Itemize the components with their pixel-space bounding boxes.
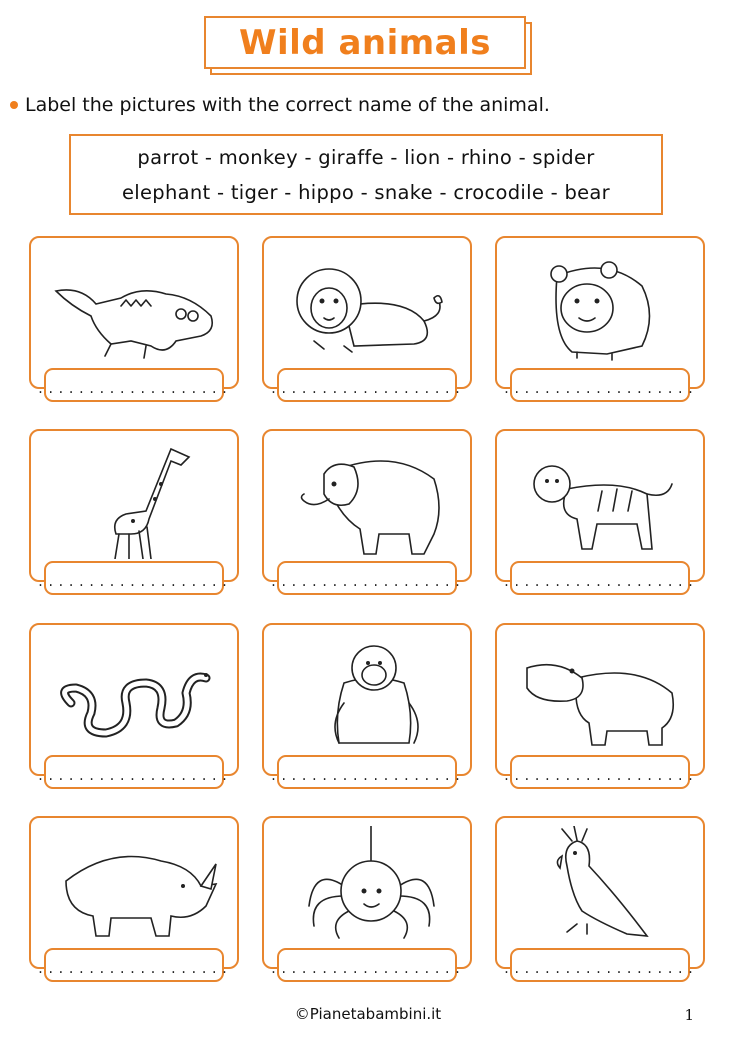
card-spider [262, 816, 472, 976]
monkey-icon [284, 633, 454, 753]
answer-box[interactable] [502, 561, 698, 595]
answer-box[interactable] [36, 755, 232, 789]
answer-box[interactable] [36, 948, 232, 982]
answer-box[interactable] [502, 368, 698, 402]
card-giraffe [29, 429, 239, 589]
instruction-text: Label the pictures with the correct name of the animal. [25, 94, 550, 116]
giraffe-icon [51, 439, 221, 559]
card-hippo [495, 623, 705, 783]
answer-dots: ................... [502, 962, 698, 976]
answer-dots: ................... [269, 382, 465, 396]
rhino-icon [51, 826, 221, 946]
answer-box[interactable] [36, 561, 232, 595]
word-bank-line-1: parrot - monkey - giraffe - lion - rhino - spider [137, 145, 595, 169]
card-lion [262, 236, 472, 396]
answer-dots: ................... [36, 769, 232, 783]
answer-dots: ................... [502, 382, 698, 396]
page-title: Wild animals [238, 22, 492, 63]
answer-dots: ................... [36, 575, 232, 589]
instruction [10, 94, 550, 116]
card-crocodile [29, 236, 239, 396]
title-front-frame [204, 16, 526, 69]
page-number: 1 [684, 1006, 694, 1024]
card-snake [29, 623, 239, 783]
answer-box[interactable] [502, 948, 698, 982]
card-monkey [262, 623, 472, 783]
answer-box[interactable] [269, 755, 465, 789]
card-parrot [495, 816, 705, 976]
answer-dots: ................... [269, 769, 465, 783]
answer-box[interactable] [36, 368, 232, 402]
title-frame [204, 16, 530, 73]
answer-box[interactable] [269, 368, 465, 402]
answer-box[interactable] [269, 561, 465, 595]
answer-dots: ................... [36, 382, 232, 396]
answer-dots: ................... [502, 769, 698, 783]
answer-box[interactable] [269, 948, 465, 982]
spider-icon [284, 826, 454, 946]
bullet-icon [10, 101, 18, 109]
crocodile-icon [51, 246, 221, 366]
answer-dots: ................... [269, 962, 465, 976]
word-bank [69, 134, 663, 215]
parrot-icon [517, 826, 687, 946]
answer-dots: ................... [269, 575, 465, 589]
tiger-icon [517, 439, 687, 559]
answer-box[interactable] [502, 755, 698, 789]
elephant-icon [284, 439, 454, 559]
answer-dots: ................... [502, 575, 698, 589]
lion-icon [284, 246, 454, 366]
snake-icon [51, 633, 221, 753]
card-rhino [29, 816, 239, 976]
card-tiger [495, 429, 705, 589]
word-bank-line-2: elephant - tiger - hippo - snake - crocodile - bear [122, 180, 610, 204]
answer-dots: ................... [36, 962, 232, 976]
footer-credit: ©Pianetabambini.it [294, 1005, 442, 1023]
card-elephant [262, 429, 472, 589]
bear-icon [517, 246, 687, 366]
card-bear [495, 236, 705, 396]
hippo-icon [517, 633, 687, 753]
